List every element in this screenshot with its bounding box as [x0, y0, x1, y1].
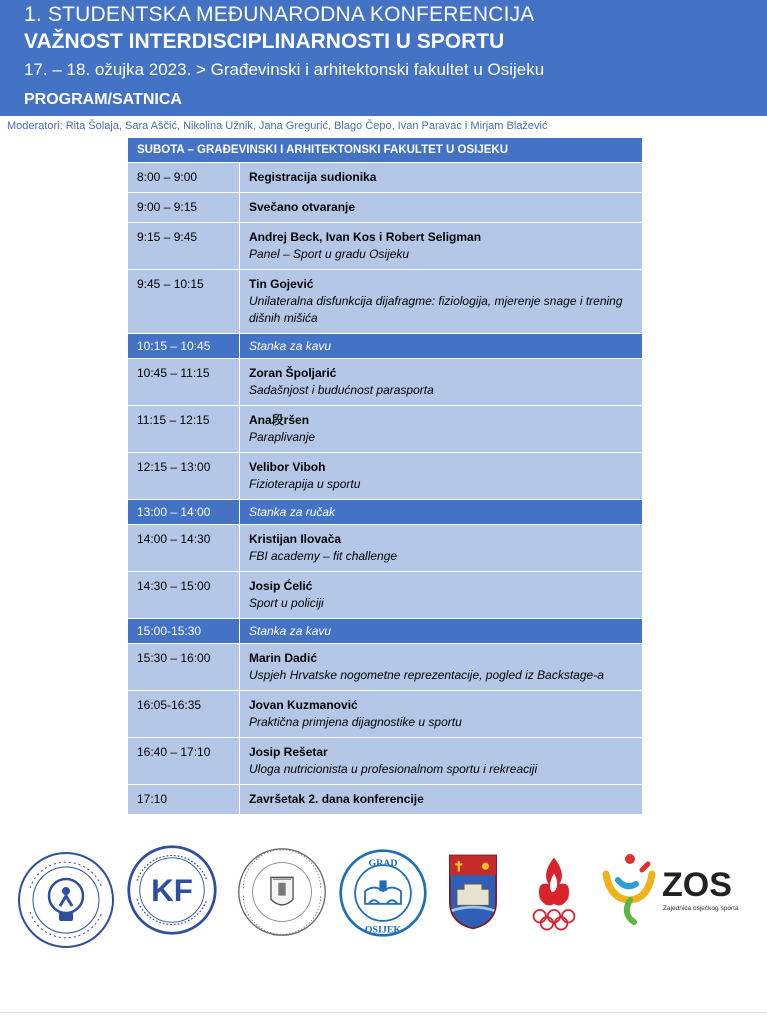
session-details [240, 453, 643, 500]
zos-subtitle: Zajednica osječkog sporta [663, 905, 739, 912]
session-time: 14:30 – 15:00 [128, 572, 240, 619]
coat-of-arms-logo [446, 852, 500, 932]
session-talk-title: Uspjeh Hrvatske nogometne reprezentacije, pogled iz Backstage-a [249, 668, 604, 682]
conference-date-venue: 17. – 18. ožujka 2023. > Građevinski i arhitektonski fakultet u Osijeku [24, 60, 545, 79]
session-talk-title: Paraplivanje [249, 430, 316, 444]
session-row [128, 453, 643, 500]
session-time: 12:15 – 13:00 [128, 453, 240, 500]
break-row [128, 619, 643, 644]
session-details [240, 644, 643, 691]
session-speaker: Registracija sudionika [249, 170, 377, 184]
session-row [128, 691, 643, 738]
session-speaker: Ana段ršen [249, 413, 310, 427]
grad-text: GRAD [368, 858, 398, 869]
page-bottom-divider [0, 1012, 767, 1013]
session-row [128, 223, 643, 270]
session-speaker: Andrej Beck, Ivan Kos i Robert Seligman [249, 230, 482, 244]
session-speaker: Tin Gojević [249, 277, 314, 291]
session-row [128, 644, 643, 691]
session-speaker: Josip Ćelić [249, 579, 313, 593]
session-time: 15:00-15:30 [128, 619, 240, 644]
session-time: 9:15 – 9:45 [128, 223, 240, 270]
session-details [240, 525, 643, 572]
session-time: 9:45 – 10:15 [128, 270, 240, 334]
session-row [128, 359, 643, 406]
session-time: 16:40 – 17:10 [128, 738, 240, 785]
session-talk-title: Fizioterapija u sportu [249, 477, 361, 491]
kf-letters: KF [151, 873, 193, 909]
university-seal-logo [236, 846, 328, 938]
program-table [127, 137, 643, 815]
session-talk-title: Unilateralna disfunkcija dijafragme: fiziologija, mjerenje snage i trening dišnih mišića [249, 294, 623, 325]
session-talk-title: Sadašnjost i budućnost parasporta [249, 383, 434, 397]
session-talk-title: FBI academy – fit challenge [249, 549, 398, 563]
program-rows [128, 163, 643, 815]
conference-title: VAŽNOST INTERDISCIPLINARNOSTI U SPORTU [24, 30, 505, 53]
session-row [128, 406, 643, 453]
session-time: 17:10 [128, 785, 240, 815]
zos-logo [600, 850, 740, 930]
session-details [240, 572, 643, 619]
break-label: Stanka za ručak [240, 500, 643, 525]
session-time: 9:00 – 9:15 [128, 193, 240, 223]
session-row [128, 270, 643, 334]
session-details [240, 163, 643, 193]
session-details [240, 406, 643, 453]
session-talk-title: Praktična primjena dijagnostike u sportu [249, 715, 462, 729]
moderators-line: Moderatori: Rita Šolaja, Sara Aščić, Nikolina Užnik, Jana Gregurić, Blago Čepo, Ivan Paravac i Mirjam Blažević [7, 120, 548, 132]
program-heading: PROGRAM/SATNICA [24, 91, 182, 108]
kf-faculty-logo [126, 844, 218, 936]
session-time: 11:15 – 12:15 [128, 406, 240, 453]
header-banner [0, 0, 767, 116]
grad-osijek-logo [338, 848, 428, 938]
session-row [128, 785, 643, 815]
conference-number-title: 1. STUDENTSKA MEĐUNARODNA KONFERENCIJA [24, 3, 535, 26]
session-time: 10:15 – 10:45 [128, 334, 240, 359]
session-details [240, 223, 643, 270]
session-speaker: Josip Rešetar [249, 745, 328, 759]
session-row [128, 738, 643, 785]
session-speaker: Marin Dadić [249, 651, 318, 665]
day-venue-heading: SUBOTA – GRAĐEVINSKI I ARHITEKTONSKI FAKULTET U OSIJEKU [128, 138, 643, 163]
session-speaker: Jovan Kuzmanović [249, 698, 358, 712]
session-time: 8:00 – 9:00 [128, 163, 240, 193]
zos-text: ZOS [662, 866, 732, 904]
session-speaker: Zoran Špoljarić [249, 366, 337, 380]
session-details [240, 193, 643, 223]
session-details [240, 738, 643, 785]
session-time: 14:00 – 14:30 [128, 525, 240, 572]
session-speaker: Velibor Viboh [249, 460, 326, 474]
student-sport-section-logo [16, 850, 116, 950]
session-row [128, 572, 643, 619]
program-table-header [128, 138, 643, 163]
session-speaker: Završetak 2. dana konferencije [249, 792, 424, 806]
break-row [128, 334, 643, 359]
sponsor-logos [0, 840, 767, 940]
session-time: 16:05-16:35 [128, 691, 240, 738]
session-row [128, 193, 643, 223]
osijek-text: OSIJEK [364, 924, 402, 936]
session-speaker: Kristijan Ilovača [249, 532, 342, 546]
break-label: Stanka za kavu [240, 619, 643, 644]
session-time: 15:30 – 16:00 [128, 644, 240, 691]
session-details [240, 359, 643, 406]
session-time: 10:45 – 11:15 [128, 359, 240, 406]
break-label: Stanka za kavu [240, 334, 643, 359]
session-details [240, 691, 643, 738]
break-row [128, 500, 643, 525]
session-row [128, 163, 643, 193]
session-details [240, 785, 643, 815]
session-row [128, 525, 643, 572]
session-talk-title: Uloga nutricionista u profesionalnom sportu i rekreaciji [249, 762, 538, 776]
session-time: 13:00 – 14:00 [128, 500, 240, 525]
sport-flame-logo [526, 854, 582, 934]
session-details [240, 270, 643, 334]
session-talk-title: Panel – Sport u gradu Osijeku [249, 247, 410, 261]
session-speaker: Svečano otvaranje [249, 200, 356, 214]
session-talk-title: Sport u policiji [249, 596, 324, 610]
